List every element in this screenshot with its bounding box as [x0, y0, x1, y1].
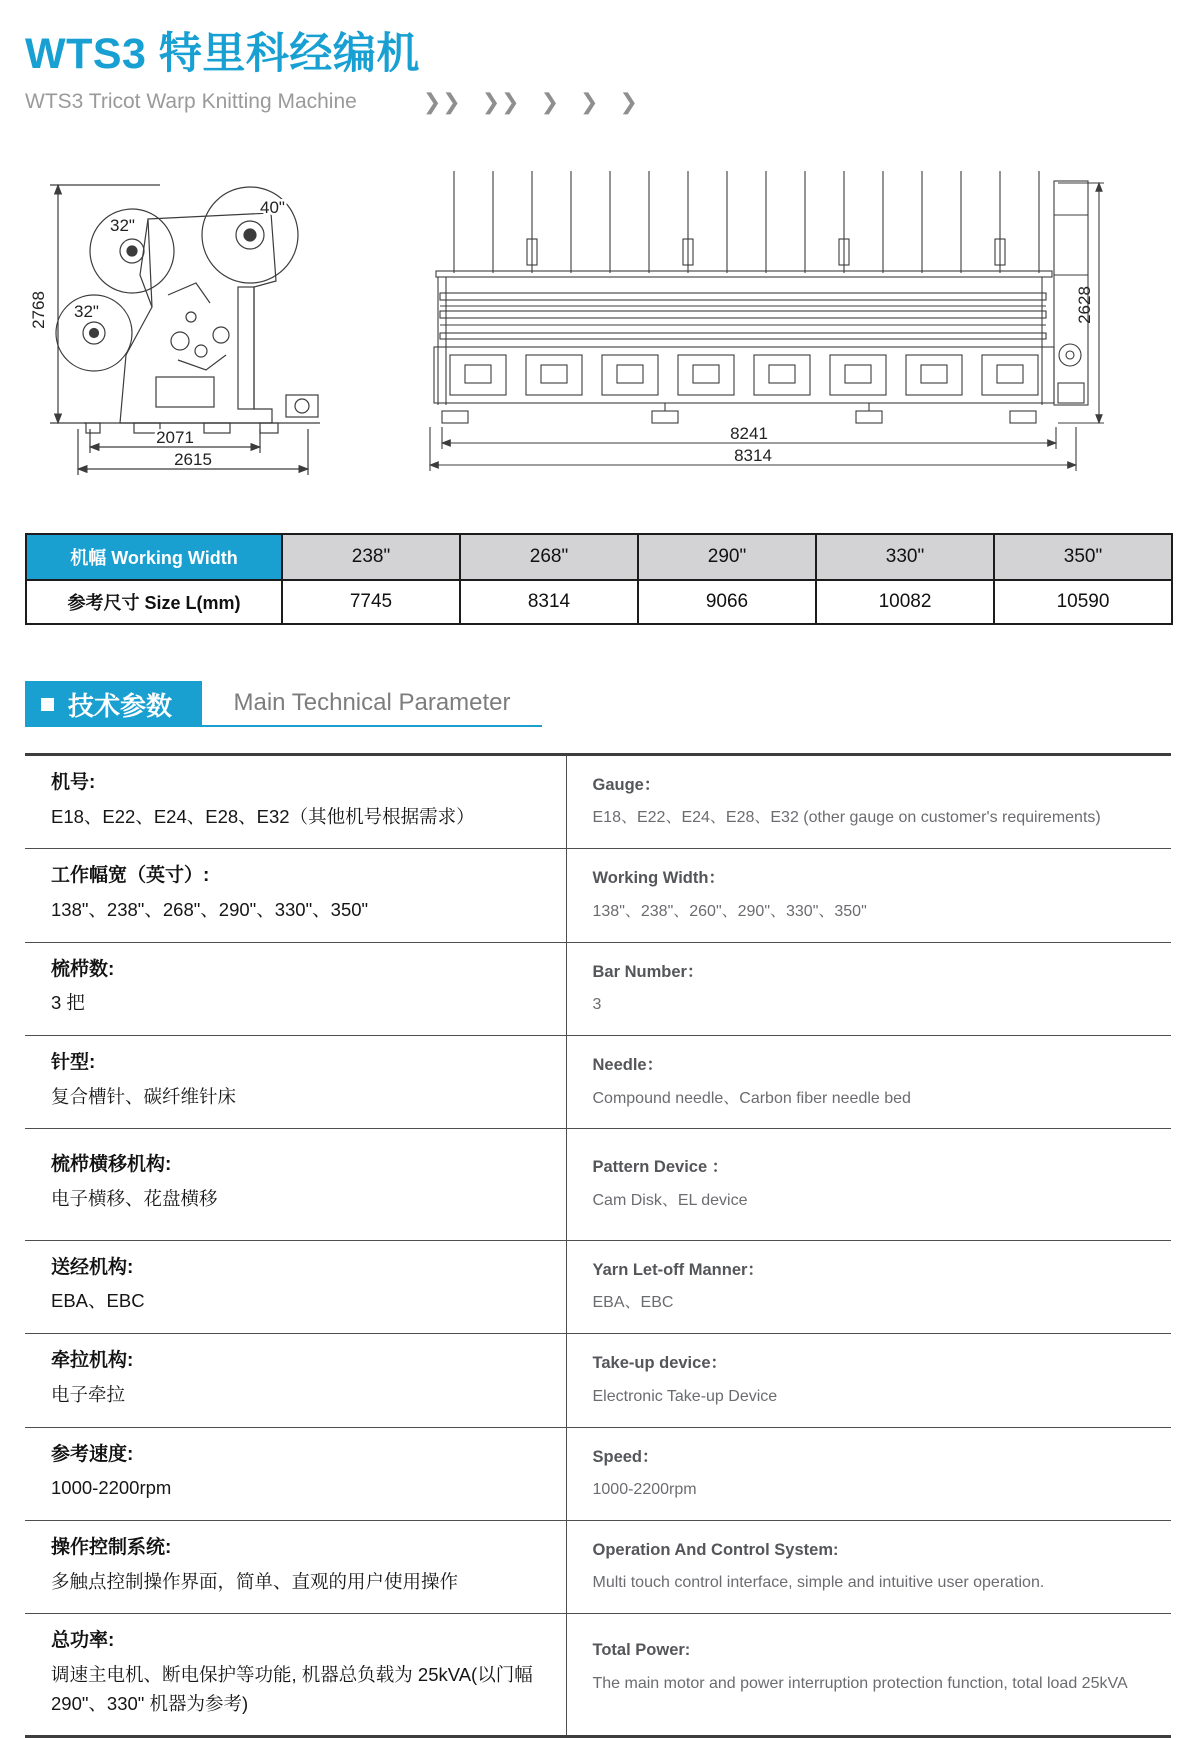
- spec-row-takeup: [25, 1334, 1171, 1427]
- spec-label-en: Total Power:: [592, 1641, 691, 1660]
- chevron-icon: ❯: [619, 89, 639, 114]
- size-value: 7745: [282, 580, 460, 624]
- spec-label-zh: 机号:: [51, 772, 96, 793]
- spec-row-total-power: [25, 1614, 1171, 1737]
- spec-cell-zh: [25, 1036, 566, 1129]
- spec-value-en: Electronic Take-up Device: [592, 1387, 778, 1405]
- width-column-header: 290": [638, 534, 816, 580]
- section-title-zh: 技术参数: [68, 690, 173, 721]
- spec-label-zh: 参考速度:: [51, 1443, 134, 1465]
- width-column-header: 268": [460, 534, 638, 580]
- spec-cell-zh: [25, 1520, 566, 1613]
- spec-value-en: Cam Disk、EL device: [592, 1191, 748, 1209]
- spec-row-speed: [25, 1427, 1171, 1520]
- spec-value-zh: 1000-2200rpm: [51, 1477, 172, 1499]
- dim-side-height-label: 2768: [29, 291, 48, 329]
- spec-row-yarn-letoff: [25, 1240, 1171, 1333]
- spec-label-zh: 总功率:: [51, 1630, 115, 1652]
- spec-cell-zh: [25, 755, 566, 849]
- width-column-header: 238": [282, 534, 460, 580]
- spec-label-en: Speed：: [592, 1447, 659, 1466]
- spec-cell-en: [566, 1427, 1171, 1520]
- working-width-header-row: [26, 534, 1172, 580]
- spec-row-bar-number: [25, 942, 1171, 1035]
- page-header: [0, 0, 1200, 115]
- chevron-icon: ❯❯: [422, 89, 462, 114]
- page-title: WTS3 特里科经编机: [25, 30, 420, 78]
- spec-cell-zh: [25, 849, 566, 942]
- dim-beam-top-label: 40": [260, 198, 285, 217]
- spec-cell-zh: [25, 942, 566, 1035]
- spec-label-zh: 操作控制系统:: [51, 1536, 172, 1558]
- spec-cell-zh: [25, 1427, 566, 1520]
- spec-cell-en: [566, 755, 1171, 849]
- spec-row-gauge: [25, 755, 1171, 849]
- spec-cell-en: [566, 1240, 1171, 1333]
- spec-label-en: Gauge：: [592, 776, 661, 794]
- spec-value-en: 138"、238"、260"、290"、330"、350": [592, 902, 867, 920]
- working-width-table: [25, 533, 1173, 625]
- front-view-drawing: [406, 155, 1106, 477]
- spec-label-en: Working Width：: [592, 869, 725, 888]
- size-row-label: 参考尺寸 Size L(mm): [26, 580, 282, 624]
- chevron-icon: ❯: [540, 89, 561, 114]
- spec-cell-en: [566, 849, 1171, 942]
- spec-cell-zh: [25, 1614, 566, 1737]
- spec-value-en: 3: [592, 996, 602, 1014]
- spec-label-en: Bar Number：: [592, 962, 704, 981]
- spec-cell-en: [566, 942, 1171, 1035]
- dim-beam-upper-label: 32": [110, 216, 135, 235]
- spec-value-en: The main motor and power interruption protection function, total load 25kVA: [592, 1674, 1128, 1692]
- spec-value-zh: EBA、EBC: [51, 1290, 145, 1312]
- spec-row-needle: [25, 1036, 1171, 1129]
- spec-cell-en: [566, 1614, 1171, 1737]
- spec-label-en: Needle：: [592, 1056, 664, 1075]
- chevron-icon: ❯: [580, 89, 600, 114]
- spec-row-pattern-device: [25, 1129, 1171, 1240]
- spec-cell-en: [566, 1334, 1171, 1427]
- spec-value-zh: E18、E22、E24、E28、E32（其他机号根据需求）: [51, 805, 475, 827]
- spec-row-control-system: [25, 1520, 1171, 1613]
- section-title-en: Main Technical Parameter: [202, 681, 542, 727]
- spec-label-zh: 送经机构:: [51, 1256, 134, 1278]
- spec-value-en: EBA、EBC: [592, 1294, 674, 1312]
- page-subtitle-row: [25, 89, 1200, 115]
- size-value: 10590: [994, 580, 1172, 624]
- size-value: 10082: [816, 580, 994, 624]
- working-width-header-label: 机幅 Working Width: [26, 534, 282, 580]
- spec-label-en: Yarn Let-off Manner：: [592, 1260, 764, 1279]
- size-value: 9066: [638, 580, 816, 624]
- section-badge: [25, 681, 202, 727]
- spec-label-en: Pattern Device ：: [592, 1158, 729, 1177]
- spec-cell-zh: [25, 1129, 566, 1240]
- dim-side-width-outer-label: 2615: [174, 450, 212, 469]
- spec-cell-zh: [25, 1240, 566, 1333]
- spec-value-en: Compound needle、Carbon fiber needle bed: [592, 1089, 911, 1107]
- spec-value-en: Multi touch control interface, simple and intuitive user operation.: [592, 1574, 1045, 1592]
- spec-cell-en: [566, 1036, 1171, 1129]
- size-row: [26, 580, 1172, 624]
- spec-cell-en: [566, 1129, 1171, 1240]
- spec-label-zh: 梳栉数:: [51, 958, 115, 980]
- spec-value-zh: 3 把: [51, 992, 85, 1014]
- spec-label-zh: 针型:: [51, 1052, 96, 1074]
- spec-value-zh: 复合槽针、碳纤维针床: [51, 1085, 237, 1107]
- spec-value-zh: 138"、238"、268"、290"、330"、350": [51, 899, 369, 921]
- spec-label-zh: 梳栉横移机构:: [51, 1154, 172, 1176]
- spec-label-en: Take-up device：: [592, 1354, 727, 1373]
- width-column-header: 350": [994, 534, 1172, 580]
- spec-value-zh: 调速主电机、断电保护等功能, 机器总负载为 25kVA(以门幅 290"、330" 机器为参考): [51, 1663, 533, 1714]
- spec-value-en: 1000-2200rpm: [592, 1480, 697, 1498]
- spec-value-zh: 多触点控制操作界面，简单、直观的用户使用操作: [51, 1570, 459, 1592]
- spec-label-zh: 工作幅宽（英寸）:: [51, 865, 210, 887]
- spec-cell-en: [566, 1520, 1171, 1613]
- spec-label-en: Operation And Control System:: [592, 1540, 839, 1559]
- spec-cell-zh: [25, 1334, 566, 1427]
- page-subtitle: WTS3 Tricot Warp Knitting Machine: [25, 90, 357, 113]
- dim-front-height-label: 2628: [1075, 286, 1094, 324]
- spec-row-working-width: [25, 849, 1171, 942]
- width-column-header: 330": [816, 534, 994, 580]
- dim-side-width-inner-label: 2071: [156, 428, 194, 447]
- spec-value-en: E18、E22、E24、E28、E32 (other gauge on customer's requirements): [592, 809, 1101, 827]
- side-view-drawing: [28, 155, 358, 477]
- spec-table: [25, 753, 1171, 1738]
- spec-value-zh: 电子牵拉: [51, 1383, 126, 1405]
- square-bullet-icon: [41, 698, 54, 711]
- chevron-icon: ❯❯: [481, 89, 521, 114]
- spec-label-zh: 牵拉机构:: [51, 1350, 134, 1372]
- chevron-decoration-icons: [403, 89, 639, 115]
- dim-front-width-outer-label: 8314: [734, 446, 772, 465]
- dim-front-width-inner-label: 8241: [730, 424, 768, 443]
- section-header: [25, 681, 1200, 727]
- spec-value-zh: 电子横移、花盘横移: [51, 1188, 218, 1210]
- dim-beam-lower-label: 32": [74, 302, 99, 321]
- size-value: 8314: [460, 580, 638, 624]
- technical-drawings: [0, 155, 1200, 477]
